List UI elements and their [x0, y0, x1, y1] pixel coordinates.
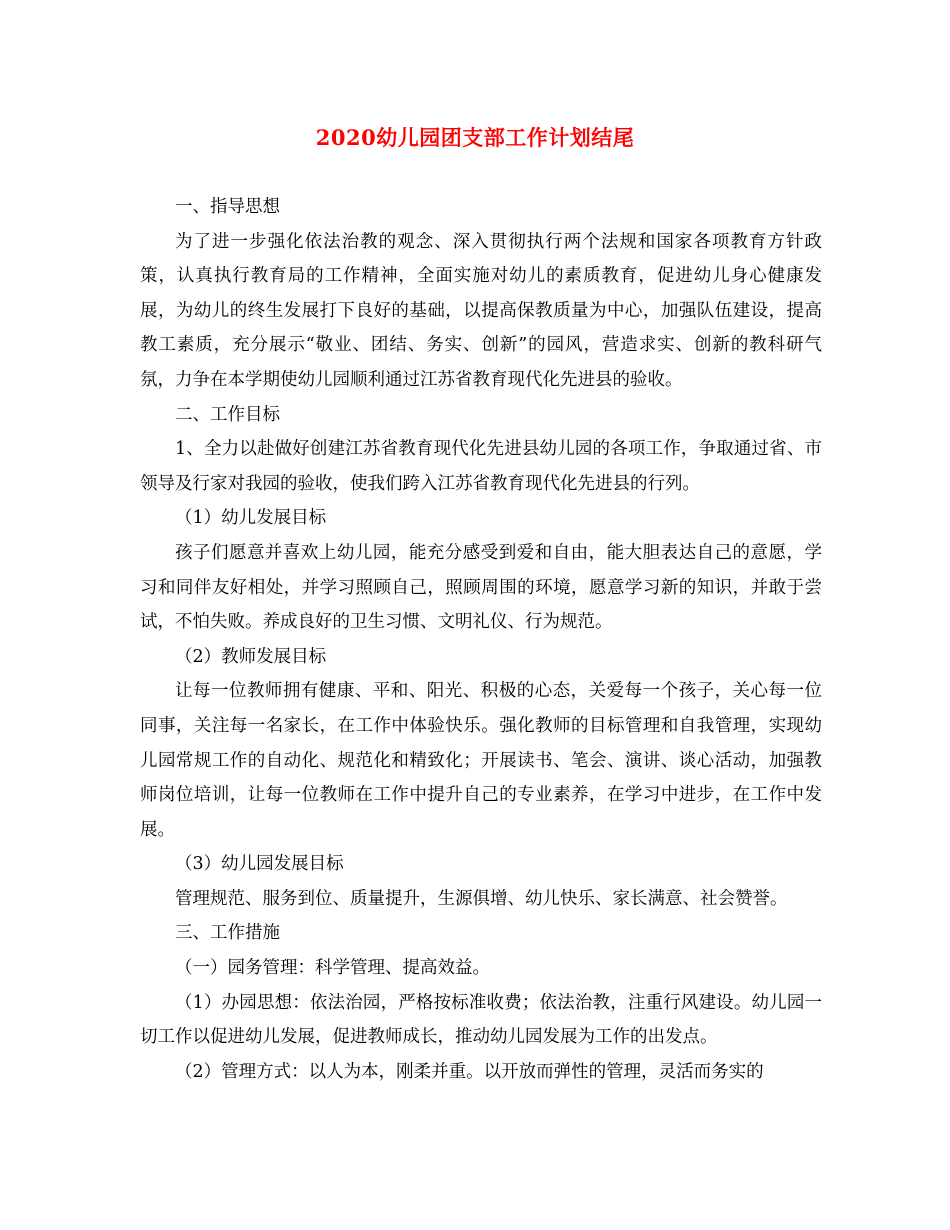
subheading-kindergarten-development: （3）幼儿园发展目标 — [175, 854, 344, 875]
heading-guiding-ideology: 一、指导思想 — [175, 197, 280, 217]
heading-work-measures: 三、工作措施 — [175, 923, 280, 944]
subheading-administration: （一）园务管理：科学管理、提高效益。 — [175, 958, 490, 979]
document-title: 2020幼儿园团支部工作计划结尾 — [315, 125, 635, 150]
paragraph-child-development: 孩子们愿意并喜欢上幼儿园，能充分感受到爱和自由，能大胆表达自己的意愿，学习和同伴友好相处，并学习照顾自己，照顾周围的环境，愿意学习新的知识，并敢于尝试，不怕失败。养成良好的卫生习惯、文明礼仪、行为规范。 — [140, 542, 822, 633]
paragraph-management-style: （2）管理方式：以人为本，刚柔并重。以开放而弹性的管理，灵活而务实的 — [175, 1061, 764, 1082]
paragraph-goal-1: 1、全力以赴做好创建江苏省教育现代化先进县幼儿园的各项工作，争取通过省、市领导及行家对我园的验收，使我们跨入江苏省教育现代化先进县的行列。 — [140, 439, 822, 494]
subheading-child-development: （1）幼儿发展目标 — [175, 508, 327, 529]
heading-work-goals: 二、工作目标 — [175, 404, 280, 425]
paragraph-teacher-development: 让每一位教师拥有健康、平和、阳光、积极的心态，关爱每一个孩子，关心每一位同事，关注每一名家长，在工作中体验快乐。强化教师的目标管理和自我管理，实现幼儿园常规工作的自动化、规范化和精致化；开展读书、笔会、演讲、谈心活动，加强教师岗位培训，让每一位教师在工作中提升自己的专业素养，在学习中进步，在工作中发展。 — [140, 681, 822, 840]
subheading-teacher-development: （2）教师发展目标 — [175, 646, 327, 667]
paragraph-guiding-ideology: 为了进一步强化依法治教的观念、深入贯彻执行两个法规和国家各项教育方针政策，认真执行教育局的工作精神，全面实施对幼儿的素质教育，促进幼儿身心健康发展，为幼儿的终生发展打下良好的基础，以提高保教质量为中心，加强队伍建设，提高教工素质，充分展示“敬业、团结、务实、创新”的园风，营造求实、创新的教科研气氛，力争在本学期使幼儿园顺利通过江苏省教育现代化先进县的验收。 — [140, 231, 822, 390]
paragraph-school-philosophy: （1）办园思想：依法治园，严格按标准收费；依法治教，注重行风建设。幼儿园一切工作以促进幼儿发展，促进教师成长，推动幼儿园发展为工作的出发点。 — [140, 992, 822, 1048]
document-body — [140, 190, 822, 1089]
paragraph-kindergarten-development: 管理规范、服务到位、质量提升，生源俱增、幼儿快乐、家长满意、社会赞誉。 — [175, 888, 788, 909]
